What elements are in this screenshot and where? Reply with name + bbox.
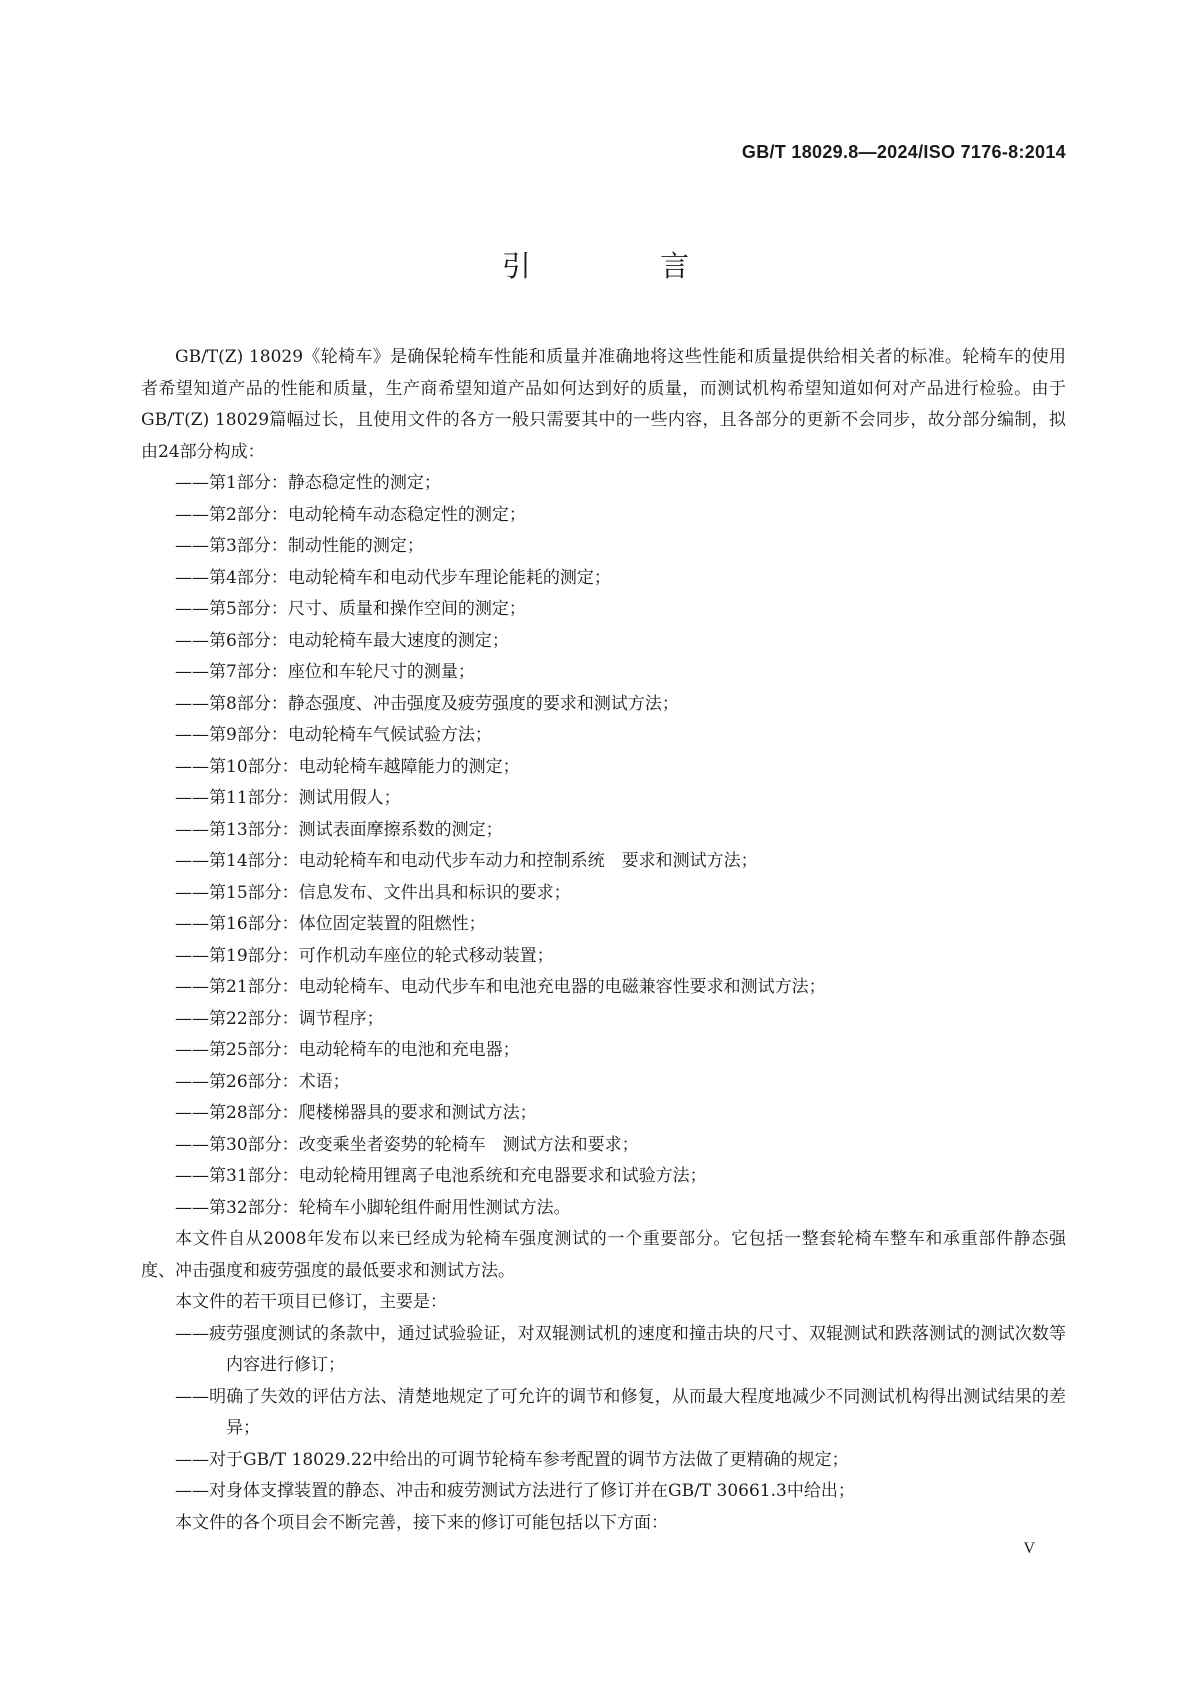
list-item: ——第25部分：电动轮椅车的电池和充电器；: [175, 1040, 520, 1060]
list-item: ——第11部分：测试用假人；: [175, 788, 401, 808]
parts-list: [141, 468, 1066, 1224]
list-item: ——第14部分：电动轮椅车和电动代步车动力和控制系统 要求和测试方法；: [175, 851, 758, 871]
future-paragraph: 本文件的各个项目会不断完善，接下来的修订可能包括以下方面：: [175, 1512, 668, 1533]
list-item: ——第2部分：电动轮椅车动态稳定性的测定；: [175, 504, 526, 525]
list-item: ——第32部分：轮椅车小脚轮组件耐用性测试方法。: [175, 1197, 571, 1218]
page-number: V: [1023, 1540, 1035, 1557]
list-item: ——第6部分：电动轮椅车最大速度的测定；: [175, 630, 509, 651]
intro-paragraph: GB/T(Z) 18029《轮椅车》是确保轮椅车性能和质量并准确地将这些性能和质量提供给相关者的标准。轮椅车的使用者希望知道产品的性能和质量，生产商希望知道产品如何达到好的质量，而测试机构希望知道如何对产品进行检验。由于GB/T(Z) 18029篇幅过长，且使用文件的各方一般只需要其中的一些内容，且各部分的更新不会同步，故分部分编制，拟由24部分构成：: [141, 347, 1066, 462]
document-body: [141, 342, 1066, 1539]
list-item: ——第8部分：静态强度、冲击强度及疲劳强度的要求和测试方法；: [175, 693, 679, 714]
list-item: ——第5部分：尺寸、质量和操作空间的测定；: [175, 599, 526, 619]
list-item: ——第21部分：电动轮椅车、电动代步车和电池充电器的电磁兼容性要求和测试方法；: [175, 977, 826, 997]
list-item: ——第30部分：改变乘坐者姿势的轮椅车 测试方法和要求；: [175, 1134, 639, 1155]
page-title: 引 言: [501, 249, 750, 283]
list-item: ——第26部分：术语；: [175, 1071, 350, 1092]
list-item: ——第16部分：体位固定装置的阻燃性；: [175, 914, 486, 934]
list-item: ——第19部分：可作机动车座位的轮式移动装置；: [175, 945, 554, 966]
list-item: ——第15部分：信息发布、文件出具和标识的要求；: [175, 882, 571, 903]
list-item: ——第22部分：调节程序；: [175, 1008, 384, 1029]
list-item: ——第10部分：电动轮椅车越障能力的测定；: [175, 756, 520, 777]
list-item: ——第4部分：电动轮椅车和电动代步车理论能耗的测定；: [175, 567, 611, 588]
list-item: ——第13部分：测试表面摩擦系数的测定；: [175, 819, 503, 840]
list-item: ——第1部分：静态稳定性的测定；: [175, 473, 441, 493]
list-item: ——第7部分：座位和车轮尺寸的测量；: [175, 662, 475, 682]
list-item: ——疲劳强度测试的条款中，通过试验验证，对双辊测试机的速度和撞击块的尺寸、双辊测试和跌落测试的测试次数等内容进行修订；: [175, 1323, 1066, 1375]
standard-code: GB/T 18029.8—2024/ISO 7176-8:2014: [741, 142, 1066, 162]
list-item: ——对于GB/T 18029.22中给出的可调节轮椅车参考配置的调节方法做了更精确的规定；: [175, 1449, 849, 1470]
revisions-list: [141, 1319, 1066, 1508]
history-paragraph: 本文件自从2008年发布以来已经成为轮椅车强度测试的一个重要部分。它包括一整套轮椅车整车和承重部件静态强度、冲击强度和疲劳强度的最低要求和测试方法。: [141, 1229, 1066, 1281]
list-item: ——明确了失效的评估方法、清楚地规定了可允许的调节和修复，从而最大程度地减少不同测试机构得出测试结果的差异；: [175, 1386, 1066, 1438]
list-item: ——第31部分：电动轮椅用锂离子电池系统和充电器要求和试验方法；: [175, 1166, 707, 1186]
list-item: ——第3部分：制动性能的测定；: [175, 536, 424, 556]
list-item: ——第28部分：爬楼梯器具的要求和测试方法；: [175, 1103, 537, 1123]
list-item: ——对身体支撑装置的静态、冲击和疲劳测试方法进行了修订并在GB/T 30661.3中给出；: [175, 1481, 855, 1501]
list-item: ——第9部分：电动轮椅车气候试验方法；: [175, 725, 492, 745]
revision-intro-paragraph: 本文件的若干项目已修订，主要是：: [175, 1292, 447, 1312]
